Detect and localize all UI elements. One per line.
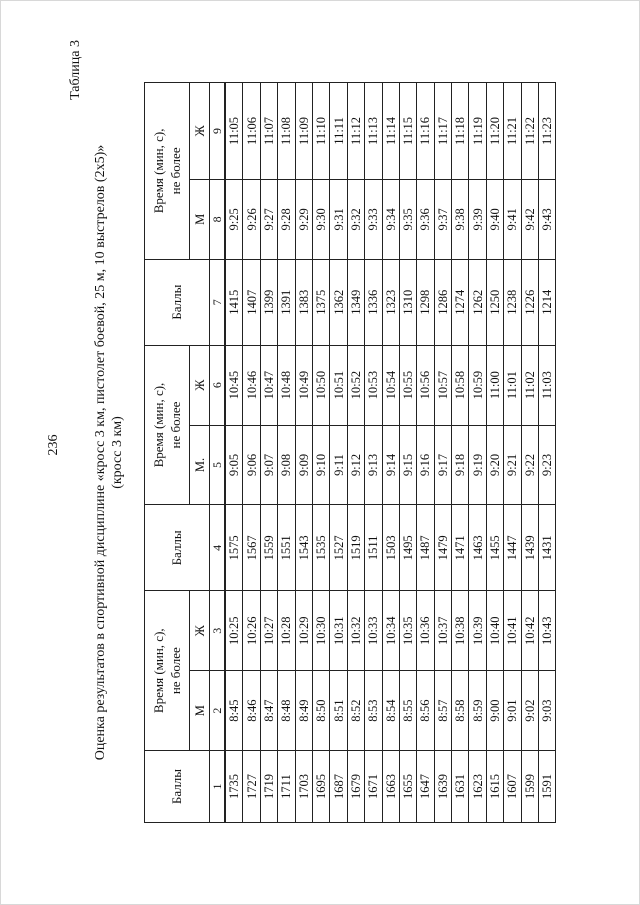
table-cell: 1298 <box>417 259 434 345</box>
table-cell: 11:13 <box>365 83 382 180</box>
header-male-2: М. <box>190 425 210 505</box>
table-cell: 11:12 <box>347 83 364 180</box>
table-cell: 1487 <box>417 505 434 591</box>
table-cell: 9:38 <box>452 179 469 259</box>
table-cell: 8:56 <box>417 671 434 751</box>
table-cell: 1262 <box>469 259 486 345</box>
table-cell: 8:57 <box>434 671 451 751</box>
table-cell: 1631 <box>452 751 469 823</box>
table-cell: 9:16 <box>417 425 434 505</box>
table-cell: 1349 <box>347 259 364 345</box>
table-cell: 9:39 <box>469 179 486 259</box>
table-cell: 9:05 <box>225 425 243 505</box>
table-cell: 9:20 <box>486 425 503 505</box>
table-cell: 10:28 <box>278 591 295 671</box>
table-cell: 11:18 <box>452 83 469 180</box>
table-row <box>225 83 243 823</box>
table-cell: 1647 <box>417 751 434 823</box>
table-label: Таблица 3 <box>68 40 83 100</box>
table-cell: 10:39 <box>469 591 486 671</box>
table-cell: 11:01 <box>504 345 521 425</box>
table-cell: 8:55 <box>399 671 416 751</box>
table-cell: 1615 <box>486 751 503 823</box>
table-cell: 1375 <box>312 259 329 345</box>
table-cell: 10:53 <box>365 345 382 425</box>
table-cell: 1415 <box>225 259 243 345</box>
table-cell: 1323 <box>382 259 399 345</box>
column-number: 4 <box>210 505 226 591</box>
header-time-group-3 <box>145 83 190 260</box>
table-cell: 10:37 <box>434 591 451 671</box>
table-cell: 11:15 <box>399 83 416 180</box>
table-cell: 10:41 <box>504 591 521 671</box>
table-row <box>243 83 260 823</box>
table-cell: 10:34 <box>382 591 399 671</box>
table-cell: 9:33 <box>365 179 382 259</box>
table-cell: 11:17 <box>434 83 451 180</box>
table-row <box>469 83 486 823</box>
table-cell: 10:51 <box>330 345 347 425</box>
table-cell: 10:48 <box>278 345 295 425</box>
page-number: 236 <box>46 434 61 456</box>
table-cell: 1383 <box>295 259 312 345</box>
table-cell: 9:03 <box>539 671 556 751</box>
column-number: 1 <box>210 751 226 823</box>
table-cell: 1727 <box>243 751 260 823</box>
table-cell: 10:27 <box>260 591 277 671</box>
table-cell: 10:42 <box>521 591 538 671</box>
table-cell: 9:21 <box>504 425 521 505</box>
table-cell: 11:05 <box>225 83 243 180</box>
table-cell: 10:56 <box>417 345 434 425</box>
table-cell: 1591 <box>539 751 556 823</box>
table-cell: 9:31 <box>330 179 347 259</box>
table-row <box>539 83 556 823</box>
table-cell: 1663 <box>382 751 399 823</box>
table-cell: 8:49 <box>295 671 312 751</box>
table-cell: 9:14 <box>382 425 399 505</box>
table-cell: 8:45 <box>225 671 243 751</box>
table-cell: 1543 <box>295 505 312 591</box>
table-cell: 1535 <box>312 505 329 591</box>
header-time-group-1 <box>145 591 190 751</box>
table-cell: 1471 <box>452 505 469 591</box>
table-cell: 1238 <box>504 259 521 345</box>
table-cell: 1527 <box>330 505 347 591</box>
table-cell: 11:06 <box>243 83 260 180</box>
table-cell: 1463 <box>469 505 486 591</box>
table-cell: 9:34 <box>382 179 399 259</box>
table-cell: 9:13 <box>365 425 382 505</box>
table-cell: 11:21 <box>504 83 521 180</box>
table-row <box>504 83 521 823</box>
table-cell: 1687 <box>330 751 347 823</box>
header-time-line1: Время (мин, с), <box>151 382 166 468</box>
table-cell: 10:55 <box>399 345 416 425</box>
table-cell: 11:07 <box>260 83 277 180</box>
table-cell: 8:51 <box>330 671 347 751</box>
table-cell: 9:29 <box>295 179 312 259</box>
table-cell: 1274 <box>452 259 469 345</box>
table-cell: 10:57 <box>434 345 451 425</box>
table-cell: 11:14 <box>382 83 399 180</box>
table-cell: 1567 <box>243 505 260 591</box>
table-cell: 9:32 <box>347 179 364 259</box>
header-female-1: Ж <box>190 591 210 671</box>
table-cell: 9:30 <box>312 179 329 259</box>
table-cell: 8:59 <box>469 671 486 751</box>
table-cell: 1655 <box>399 751 416 823</box>
table-caption <box>92 90 126 815</box>
column-number: 7 <box>210 259 226 345</box>
table-cell: 10:33 <box>365 591 382 671</box>
table-cell: 11:11 <box>330 83 347 180</box>
table-cell: 8:46 <box>243 671 260 751</box>
table-cell: 9:15 <box>399 425 416 505</box>
header-time-line2: не более <box>168 647 183 695</box>
table-cell: 10:40 <box>486 591 503 671</box>
table-cell: 9:41 <box>504 179 521 259</box>
table-body <box>225 83 556 823</box>
table-cell: 9:09 <box>295 425 312 505</box>
table-cell: 10:30 <box>312 591 329 671</box>
table-cell: 9:17 <box>434 425 451 505</box>
table-cell: 1639 <box>434 751 451 823</box>
table-cell: 11:02 <box>521 345 538 425</box>
header-time-line1: Время (мин, с), <box>151 628 166 714</box>
table-cell: 1226 <box>521 259 538 345</box>
table-row <box>295 83 312 823</box>
table-cell: 1711 <box>278 751 295 823</box>
table-cell: 9:11 <box>330 425 347 505</box>
table-cell: 10:29 <box>295 591 312 671</box>
table-cell: 8:58 <box>452 671 469 751</box>
table-cell: 9:00 <box>486 671 503 751</box>
table-cell: 9:02 <box>521 671 538 751</box>
table-cell: 9:07 <box>260 425 277 505</box>
table-cell: 1695 <box>312 751 329 823</box>
table-cell: 1214 <box>539 259 556 345</box>
table-cell: 1479 <box>434 505 451 591</box>
table-cell: 8:53 <box>365 671 382 751</box>
table-row <box>521 83 538 823</box>
table-cell: 1575 <box>225 505 243 591</box>
table-cell: 10:38 <box>452 591 469 671</box>
table-row <box>382 83 399 823</box>
header-time-line2: не более <box>168 401 183 449</box>
header-balls-3: Баллы <box>145 259 210 345</box>
table-cell: 11:09 <box>295 83 312 180</box>
table-cell: 11:10 <box>312 83 329 180</box>
table-cell: 1551 <box>278 505 295 591</box>
caption-line-2: (кросс 3 км) <box>110 416 125 489</box>
table-cell: 9:42 <box>521 179 538 259</box>
table-cell: 11:08 <box>278 83 295 180</box>
table-cell: 1703 <box>295 751 312 823</box>
table-cell: 10:35 <box>399 591 416 671</box>
table-cell: 9:18 <box>452 425 469 505</box>
table-cell: 10:58 <box>452 345 469 425</box>
table-cell: 11:23 <box>539 83 556 180</box>
table-cell: 9:12 <box>347 425 364 505</box>
table-cell: 10:32 <box>347 591 364 671</box>
table-row <box>312 83 329 823</box>
column-number: 6 <box>210 345 226 425</box>
table-cell: 1519 <box>347 505 364 591</box>
header-male-1: М <box>190 671 210 751</box>
table-cell: 9:01 <box>504 671 521 751</box>
table-cell: 11:20 <box>486 83 503 180</box>
table-cell: 10:25 <box>225 591 243 671</box>
header-time-line1: Время (мин, с), <box>151 128 166 214</box>
table-cell: 9:35 <box>399 179 416 259</box>
table-cell: 1250 <box>486 259 503 345</box>
table-row <box>434 83 451 823</box>
table-cell: 1623 <box>469 751 486 823</box>
caption-line-1: Оценка результатов в спортивной дисциплине «кросс 3 км, пистолет боевой, 25 м, 10 выстрелов (2х5)» <box>93 144 108 761</box>
table-cell: 9:10 <box>312 425 329 505</box>
table-cell: 1399 <box>260 259 277 345</box>
table-cell: 1679 <box>347 751 364 823</box>
table-cell: 1407 <box>243 259 260 345</box>
table-cell: 9:19 <box>469 425 486 505</box>
table-cell: 10:36 <box>417 591 434 671</box>
table-cell: 1559 <box>260 505 277 591</box>
table-cell: 9:40 <box>486 179 503 259</box>
table-cell: 1431 <box>539 505 556 591</box>
table-cell: 9:43 <box>539 179 556 259</box>
table-row <box>399 83 416 823</box>
header-female-3: Ж <box>190 83 210 180</box>
table-cell: 11:00 <box>486 345 503 425</box>
table-cell: 9:27 <box>260 179 277 259</box>
table-cell: 9:22 <box>521 425 538 505</box>
table-cell: 11:22 <box>521 83 538 180</box>
table-cell: 10:49 <box>295 345 312 425</box>
scores-table <box>144 82 556 823</box>
table-cell: 10:47 <box>260 345 277 425</box>
table-cell: 1362 <box>330 259 347 345</box>
table-cell: 8:52 <box>347 671 364 751</box>
table-cell: 10:43 <box>539 591 556 671</box>
table-cell: 1455 <box>486 505 503 591</box>
table-cell: 8:47 <box>260 671 277 751</box>
table-cell: 1286 <box>434 259 451 345</box>
table-cell: 8:50 <box>312 671 329 751</box>
table-cell: 8:54 <box>382 671 399 751</box>
table-cell: 1503 <box>382 505 399 591</box>
table-cell: 1671 <box>365 751 382 823</box>
table-row <box>417 83 434 823</box>
table-cell: 9:06 <box>243 425 260 505</box>
table-cell: 10:31 <box>330 591 347 671</box>
table-cell: 9:08 <box>278 425 295 505</box>
table-cell: 10:54 <box>382 345 399 425</box>
table-cell: 1310 <box>399 259 416 345</box>
table-row <box>260 83 277 823</box>
header-balls-1: Баллы <box>145 751 210 823</box>
table-cell: 1495 <box>399 505 416 591</box>
column-number: 3 <box>210 591 226 671</box>
header-male-3: М <box>190 179 210 259</box>
table-cell: 1719 <box>260 751 277 823</box>
table-cell: 10:46 <box>243 345 260 425</box>
table-cell: 9:26 <box>243 179 260 259</box>
table-cell: 9:36 <box>417 179 434 259</box>
table-cell: 1599 <box>521 751 538 823</box>
table-cell: 1735 <box>225 751 243 823</box>
header-balls-2: Баллы <box>145 505 210 591</box>
table-row <box>330 83 347 823</box>
table-row <box>347 83 364 823</box>
table-cell: 8:48 <box>278 671 295 751</box>
table-cell: 1336 <box>365 259 382 345</box>
table-cell: 10:45 <box>225 345 243 425</box>
table-cell: 10:52 <box>347 345 364 425</box>
table-cell: 9:37 <box>434 179 451 259</box>
table-row <box>365 83 382 823</box>
table-cell: 11:19 <box>469 83 486 180</box>
table-cell: 1391 <box>278 259 295 345</box>
column-number: 2 <box>210 671 226 751</box>
table-cell: 11:03 <box>539 345 556 425</box>
table-cell: 10:26 <box>243 591 260 671</box>
table-cell: 1607 <box>504 751 521 823</box>
column-number-row <box>210 83 226 823</box>
table-row <box>452 83 469 823</box>
table-row <box>486 83 503 823</box>
table-cell: 9:28 <box>278 179 295 259</box>
header-time-group-2 <box>145 345 190 505</box>
table-cell: 9:23 <box>539 425 556 505</box>
table-cell: 1447 <box>504 505 521 591</box>
header-time-line2: не более <box>168 147 183 195</box>
column-number: 5 <box>210 425 226 505</box>
header-female-2: Ж <box>190 345 210 425</box>
table-cell: 1439 <box>521 505 538 591</box>
column-number: 9 <box>210 83 226 180</box>
table-cell: 10:50 <box>312 345 329 425</box>
table-cell: 1511 <box>365 505 382 591</box>
table-cell: 9:25 <box>225 179 243 259</box>
table-cell: 11:16 <box>417 83 434 180</box>
table-row <box>278 83 295 823</box>
table-cell: 10:59 <box>469 345 486 425</box>
column-number: 8 <box>210 179 226 259</box>
